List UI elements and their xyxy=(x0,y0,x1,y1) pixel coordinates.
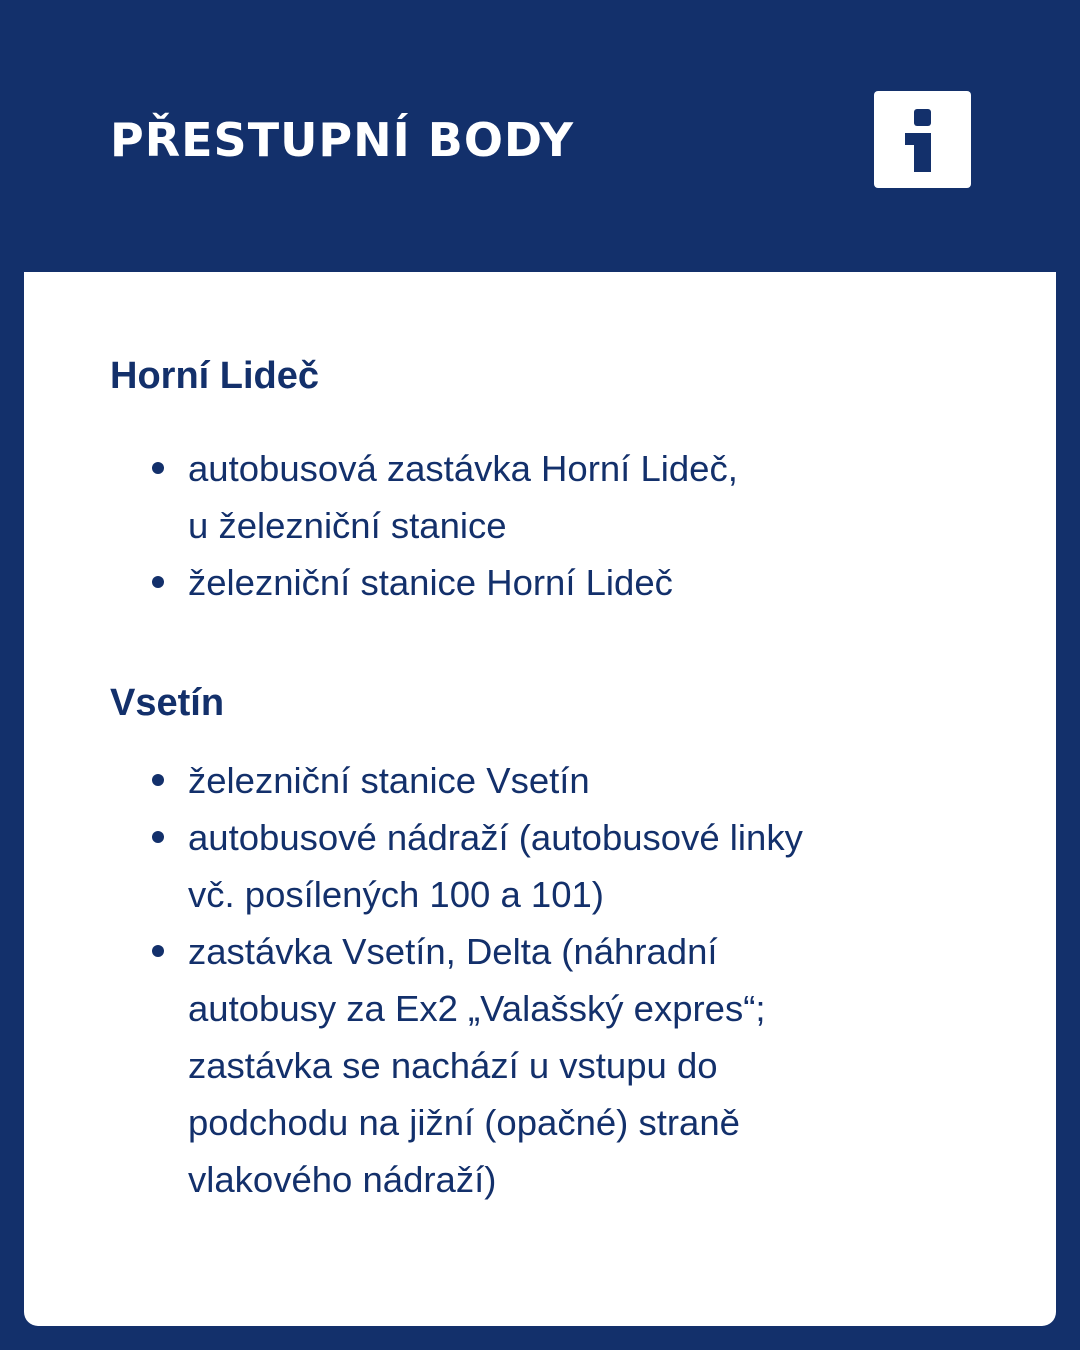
info-icon-dot xyxy=(914,109,931,126)
info-icon-stem xyxy=(914,133,931,172)
list-horni-lidec xyxy=(188,440,738,611)
bullet-icon xyxy=(152,774,164,786)
list-item xyxy=(188,752,803,809)
page-title: PŘESTUPNÍ BODY xyxy=(110,113,575,167)
list-item xyxy=(188,554,738,611)
list-item-line: autobusové nádraží (autobusové linky xyxy=(188,817,803,858)
info-icon xyxy=(874,91,971,188)
bullet-icon xyxy=(152,576,164,588)
section-title-vsetin: Vsetín xyxy=(110,682,225,724)
list-vsetin xyxy=(188,752,803,1208)
bullet-icon xyxy=(152,462,164,474)
content-card xyxy=(24,272,1056,1326)
list-item-line: vč. posílených 100 a 101) xyxy=(188,874,604,915)
bullet-icon xyxy=(152,945,164,957)
list-item-line: zastávka Vsetín, Delta (náhradní xyxy=(188,931,718,972)
list-item-line: vlakového nádraží) xyxy=(188,1159,497,1200)
list-item-line: u železniční stanice xyxy=(188,505,507,546)
list-item-line: autobusová zastávka Horní Lideč, xyxy=(188,448,738,489)
section-title-horni-lidec: Horní Lideč xyxy=(110,355,320,397)
bullet-icon xyxy=(152,831,164,843)
list-item-line: autobusy za Ex2 „Valašský expres“; xyxy=(188,988,766,1029)
list-item xyxy=(188,923,803,1208)
list-item-line: železniční stanice Horní Lideč xyxy=(188,562,673,603)
list-item-line: železniční stanice Vsetín xyxy=(188,760,590,801)
list-item-line: zastávka se nachází u vstupu do xyxy=(188,1045,718,1086)
list-item xyxy=(188,440,738,554)
list-item-line: podchodu na jižní (opačné) straně xyxy=(188,1102,740,1143)
list-item xyxy=(188,809,803,923)
